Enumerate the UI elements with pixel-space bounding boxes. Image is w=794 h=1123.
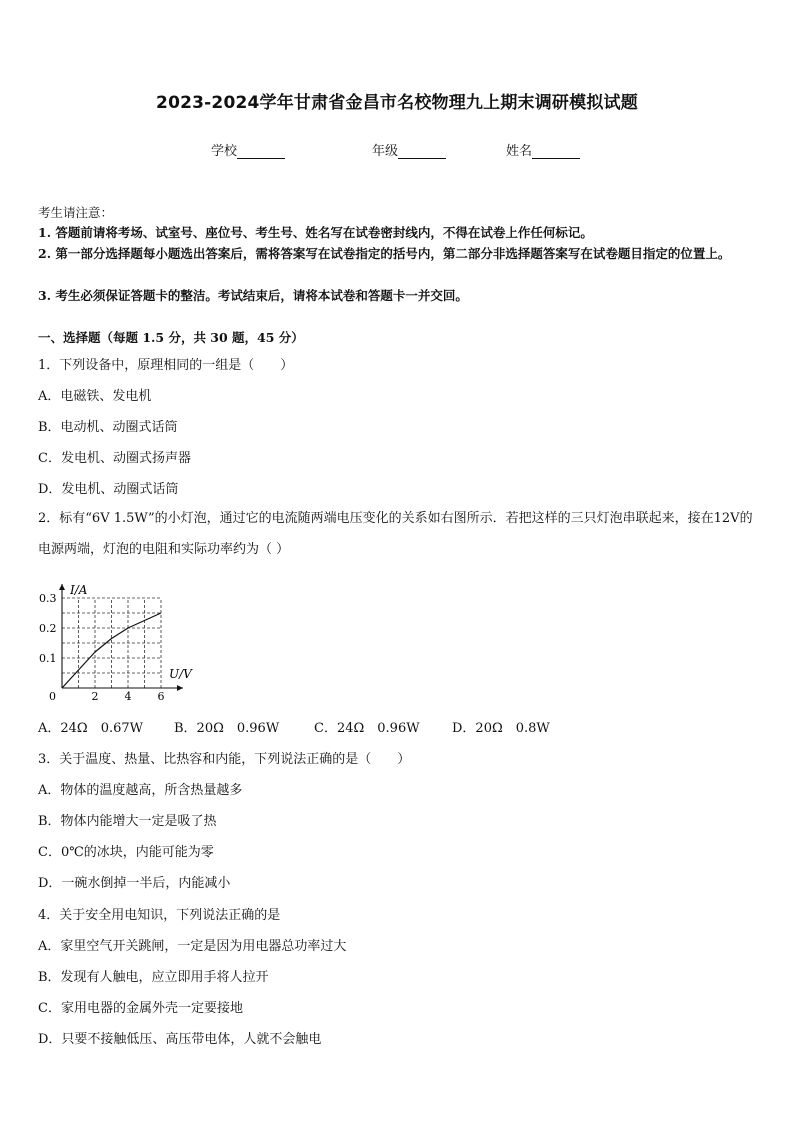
question-1-stem: 1．下列设备中，原理相同的一组是（ ） [38, 358, 294, 373]
question-3-option-c[interactable]: C．0℃的冰块，内能可能为零 [38, 845, 214, 860]
iu-chart-svg [38, 570, 208, 700]
question-1-option-a[interactable]: A．电磁铁、发电机 [38, 389, 152, 404]
origin-label: 0 [49, 690, 56, 700]
grade-blank[interactable] [398, 144, 446, 159]
question-2-stem: 2．标有“6V 1.5W”的小灯泡，通过它的电流随两端电压变化的关系如右图所示．若把这样的三只灯泡串联起来，接在12V的电源两端，灯泡的电阻和实际功率约为（ ） [38, 511, 753, 557]
page-title: 2023-2024学年甘肃省金昌市名校物理九上期末调研模拟试题 [156, 93, 638, 113]
y-tick-label: 0.2 [39, 622, 57, 635]
question-2-option-b[interactable]: B．20Ω 0.96W [174, 721, 280, 736]
y-axis-arrow [59, 584, 65, 590]
question-4-option-d[interactable]: D．只要不接触低压、高压带电体，人就不会触电 [38, 1032, 322, 1047]
question-2-option-d[interactable]: D．20Ω 0.8W [452, 721, 550, 736]
notice-heading: 考生请注意： [38, 205, 114, 220]
iu-chart [38, 570, 208, 700]
question-4-option-a[interactable]: A．家里空气开关跳闸，一定是因为用电器总功率过大 [38, 939, 347, 954]
question-3-option-b[interactable]: B．物体内能增大一定是吸了热 [38, 814, 217, 829]
section-heading: 一、选择题（每题 1.5 分，共 30 题，45 分） [38, 330, 304, 345]
x-tick-label: 2 [91, 690, 99, 700]
question-3-option-a[interactable]: A．物体的温度越高，所含热量越多 [38, 783, 243, 798]
x-tick-label: 4 [124, 690, 132, 700]
name-field[interactable] [506, 140, 580, 159]
question-2-option-a[interactable]: A．24Ω 0.67W [38, 721, 144, 736]
question-3-option-d[interactable]: D．一碗水倒掉一半后，内能减小 [38, 876, 231, 891]
question-1-option-c[interactable]: C．发电机、动圈式扬声器 [38, 451, 191, 466]
school-field[interactable] [211, 140, 285, 159]
notice-item-1: 1. 答题前请将考场、试室号、座位号、考生号、姓名写在试卷密封线内，不得在试卷上作任何标记。 [38, 225, 593, 240]
notice-item-3: 3. 考生必须保证答题卡的整洁。考试结束后，请将本试卷和答题卡一并交回。 [38, 288, 468, 303]
grade-label: 年级 [372, 144, 399, 159]
question-2-options [38, 717, 760, 737]
question-4-option-b[interactable]: B．发现有人触电，应立即用手将人拉开 [38, 970, 269, 985]
question-4-stem: 4．关于安全用电知识，下列说法正确的是 [38, 908, 281, 923]
question-2-option-c[interactable]: C．24Ω 0.96W [314, 721, 420, 736]
school-blank[interactable] [237, 144, 285, 159]
school-label: 学校 [211, 144, 238, 159]
x-axis-arrow [177, 685, 183, 691]
question-1-option-b[interactable]: B．电动机、动圈式话筒 [38, 420, 178, 435]
y-tick-label: 0.1 [39, 652, 57, 665]
x-tick-label: 6 [157, 690, 165, 700]
name-blank[interactable] [532, 144, 580, 159]
student-info-row [0, 140, 794, 160]
question-3-stem: 3．关于温度、热量、比热容和内能，下列说法正确的是（ ） [38, 752, 411, 767]
name-label: 姓名 [506, 144, 533, 159]
x-axis-label: U/V [169, 667, 192, 681]
question-4-option-c[interactable]: C．家用电器的金属外壳一定要接地 [38, 1001, 243, 1016]
question-1-option-d[interactable]: D．发电机、动圈式话筒 [38, 482, 179, 497]
notice-item-2: 2. 第一部分选择题每小题选出答案后，需将答案写在试卷指定的括号内，第二部分非选择题答案写在试卷题目指定的位置上。 [38, 246, 731, 261]
grade-field[interactable] [372, 140, 446, 159]
y-tick-label: 0.3 [39, 592, 57, 605]
y-axis-label: I/A [70, 583, 88, 597]
